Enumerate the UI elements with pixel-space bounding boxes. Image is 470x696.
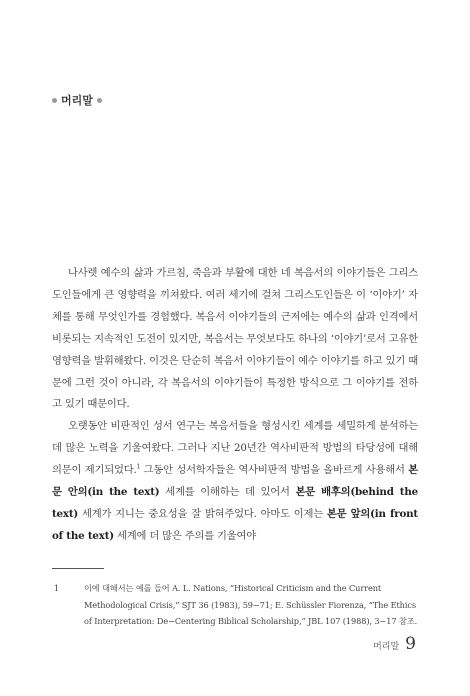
running-header [52,92,102,108]
body-text [52,263,418,548]
emphasis-in-text: 본문 안의(in the text) [52,464,419,499]
paragraph-2-text: 오랫동안 비판적인 성서 연구는 복음서들을 형성시킨 세계를 세밀하게 분석하는 데 많은 노력을 기울여왔다. 그러나 지난 20년간 역사비판적 방법의 타당성에 대해 의문이 제기되었다. [52,420,418,477]
paragraph-1: 나사렛 예수의 삶과 가르침, 죽음과 부활에 대한 네 복음서의 이야기들은 그리스도인들에게 큰 영향력을 끼쳐왔다. 여러 세기에 걸쳐 그리스도인들은 이 ‘이야기’ 자체를 통해 무엇인가를 경험했다. 복음서 이야기들의 근저에는 예수의 삶과 인격에서 비롯되는 지속적인 도전이 있지만, 복음서는 무엇보다도 하나의 ‘이야기’로서 고유한 영향력을 발휘해왔다. 이것은 단순히 복음서 이야기들이 예수 이야기를 하고 있기 때문에 그런 것이 아니라, 각 복음서의 이야기들이 특정한 방식으로 그 이야기를 전하고 있기 때문이다. [52,267,418,411]
paragraph-2-text: 세계를 이해하는 데 있어서 [159,486,296,499]
footnote-text: 이에 대해서는 예를 들어 A. L. Nations, “Historical Criticism and the Current Methodological Crisis,” SJT 36 (1983), 59−71; E. Schüssler Fiorenza, “The Ethics of Interpretation: De−Centering Biblical Scholarship,” JBL 107 (1988), 3−17 참조. [84,583,418,626]
bullet-dot-icon [97,98,102,103]
footnote-number: 1 [54,583,60,593]
emphasis-in-front-text: 본문 앞의(in front of the text) [52,507,418,542]
page-number: 9 [405,634,416,654]
section-title: 머리말 [61,94,93,107]
footnote-divider [52,568,104,569]
paragraph-2-text: 세계가 지니는 중요성을 잘 밝혀주었다. 아마도 이제는 [78,507,327,520]
paragraph-2 [52,416,418,547]
footnote-ref: 1 [136,463,141,471]
paragraph-2-text: 그동안 성서학자들은 역사비판적 방법을 올바르게 사용해서 [140,464,409,477]
page-footer [373,634,416,654]
bullet-dot-icon [52,98,57,103]
paragraph-2-text: 세계에 더 많은 주의를 기울여야 [113,529,257,542]
footer-section-label: 머리말 [373,642,400,652]
emphasis-behind-text: 본문 배후의(behind the text) [52,486,418,520]
footnote [52,580,420,630]
